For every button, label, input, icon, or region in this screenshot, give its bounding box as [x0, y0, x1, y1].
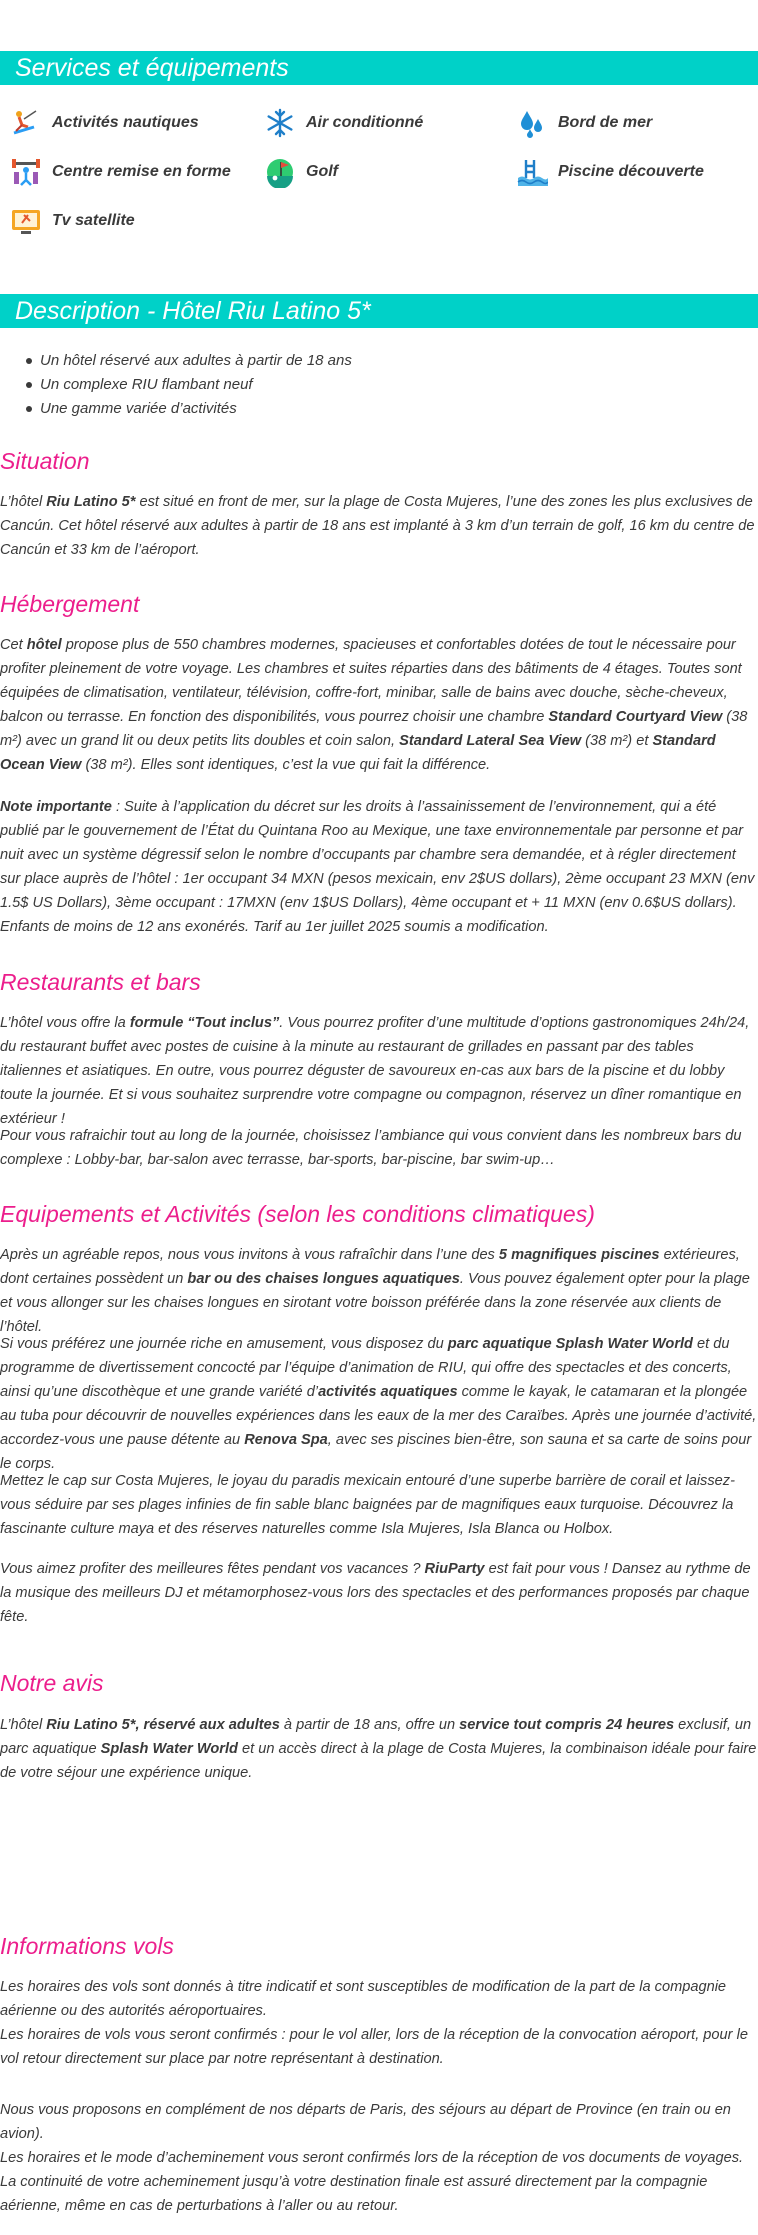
note-paragraph	[0, 795, 758, 939]
text: , avec ses piscines bien-être, son sauna et sa carte de soins pour le corps.	[0, 1432, 752, 1472]
equipements-paragraph-3: Mettez le cap sur Costa Mujeres, le joyau du paradis mexicain entouré d’une superbe barrière de corail et laissez-vous séduire par ses plages infinies de fin sable blanc baignées par de magnifiques eaux turquoise. Découvrez la fascinante culture maya et des réserves naturelles comme Isla Mujeres, Isla Blanca ou Holbox.	[0, 1473, 735, 1537]
service-item	[516, 155, 704, 189]
text: et du programme de divertissement concocté par l’équipe d’animation de RIU, qui offre des spectacles et des concerts, ainsi qu’une discothèque et une grande variété d’	[0, 1336, 732, 1400]
service-item	[10, 204, 135, 238]
text: (38 m²) avec un grand lit ou deux petits lits doubles et coin salon,	[0, 709, 748, 749]
text: extérieures, dont certaines possèdent un	[0, 1247, 740, 1287]
list-item: Un hôtel réservé aux adultes à partir de 18 ans	[26, 349, 726, 373]
text: Vous aimez profiter des meilleures fêtes pendant vos vacances ?	[0, 1561, 425, 1577]
avis-heading: Notre avis	[0, 1670, 104, 1696]
text-bold: activités aquatiques	[318, 1384, 458, 1400]
equipements-paragraph-2	[0, 1332, 758, 1476]
text: L’hôtel	[0, 1717, 47, 1733]
text-bold: bar ou des chaises longues aquatiques	[187, 1271, 460, 1287]
formula-label: formule “Tout inclus”	[129, 1015, 280, 1031]
room-type: Standard Courtyard View	[548, 709, 723, 725]
text: Nous vous proposons en complément de nos départs de Paris, des séjours au départ de Province (en train ou en avion).	[0, 2102, 731, 2142]
service-label: Bord de mer	[558, 114, 653, 131]
text: est fait pour vous ! Dansez au rythme de la musique des meilleurs DJ et métamorphosez-vous lors des spectacles et des performances proposés par chaque fête.	[0, 1561, 751, 1625]
service-label: Centre remise en forme	[52, 163, 231, 180]
water-ski-icon	[10, 107, 42, 139]
service-label: Golf	[306, 163, 338, 180]
text: . Vous pouvez également opter pour la plage et vous allonger sur les chaises longues en sirotant votre boisson préférée dans la zone réservée aux clients de l’hôtel.	[0, 1271, 750, 1335]
vols-heading: Informations vols	[0, 1933, 174, 1959]
bars-paragraph: Pour vous rafraichir tout au long de la journée, choisissez l’ambiance qui vous convient dans les nombreux bars du complexe : Lobby-bar, bar-salon avec terrasse, bar-sports, bar-piscine, bar swim-up…	[0, 1128, 742, 1168]
room-type: Standard Lateral Sea View	[399, 733, 582, 749]
text: (38 m²). Elles sont identiques, c’est la vue qui fait la différence.	[81, 757, 491, 773]
description-section-title: Description - Hôtel Riu Latino 5*	[0, 294, 758, 328]
text-bold: parc aquatique Splash Water World	[447, 1336, 693, 1352]
text: Si vous préférez une journée riche en amusement, vous disposez du	[0, 1336, 448, 1352]
equipements-paragraph-1	[0, 1243, 758, 1339]
restaurants-paragraph	[0, 1011, 758, 1131]
pool-icon	[516, 156, 548, 188]
avis-paragraph	[0, 1713, 758, 1785]
text: est situé en front de mer, sur la plage de Costa Mujeres, l’une des zones les plus exclusives de Cancún. Cet hôtel réservé aux adultes à partir de 18 ans est implanté à 3 km d’un terrain de golf, 16 km du centre de Cancún et 33 km de l’aéroport.	[0, 494, 755, 558]
note-label: Note importante	[0, 799, 112, 815]
service-item	[264, 106, 423, 140]
hotel-name: Riu Latino 5*	[46, 494, 136, 510]
text-bold: RiuParty	[424, 1561, 485, 1577]
text: . Vous pourrez profiter d’une multitude d’options gastronomiques 24h/24, du restaurant buffet avec postes de cuisine à la minute au restaurant de grillades en passant par des tables italiennes et asiatiques. En outre, vous pourrez déguster de savoureux en-cas aux bars de la piscine et du lobby toute la journée. Et si vous souhaitez surprendre votre compagne ou compagnon, réservez un dîner romantique en extérieur !	[0, 1015, 750, 1127]
service-item	[516, 106, 652, 140]
text-bold: Splash Water World	[100, 1741, 238, 1757]
text: à partir de 18 ans, offre un	[279, 1717, 460, 1733]
snowflake-icon	[264, 107, 296, 139]
text: exclusif, un parc aquatique	[0, 1717, 752, 1757]
situation-heading: Situation	[0, 448, 90, 474]
service-item	[264, 155, 338, 189]
text: Les horaires des vols sont donnés à titre indicatif et sont susceptibles de modification de la part de la compagnie aérienne ou des autorités aéroportuaires.	[0, 1979, 727, 2019]
hebergement-heading: Hébergement	[0, 591, 140, 617]
service-label: Piscine découverte	[558, 163, 704, 180]
list-item: Un complexe RIU flambant neuf	[26, 373, 726, 397]
vols-block-1	[0, 1975, 758, 2071]
room-type: Standard Ocean View	[0, 733, 716, 773]
text: L’hôtel	[0, 494, 47, 510]
text: Les horaires et le mode d’acheminement vous seront confirmés lors de la réception de vos documents de voyages.	[0, 2150, 744, 2166]
text: Les horaires de vols vous seront confirmés : pour le vol aller, lors de la réception de la convocation aéroport, pour le vol retour directement sur place par notre représentant à destination.	[0, 2027, 748, 2067]
situation-paragraph	[0, 490, 758, 562]
list-item: Une gamme variée d’activités	[26, 397, 726, 421]
text: comme le kayak, le catamaran et la plongée au tuba pour découvrir de nouvelles expériences dans les eaux de la mer des Caraïbes. Après une journée d’activité, accordez-vous une pause détente au	[0, 1384, 757, 1448]
service-label: Air conditionné	[306, 114, 424, 131]
service-item	[10, 106, 199, 140]
text: (38 m²) et	[581, 733, 653, 749]
service-label: Activités nautiques	[52, 114, 199, 131]
highlights-list	[26, 349, 726, 421]
service-label: Tv satellite	[52, 212, 135, 229]
text: L’hôtel vous offre la	[0, 1015, 130, 1031]
hebergement-paragraph	[0, 633, 758, 777]
text-bold: Riu Latino 5*, réservé aux adultes	[46, 1717, 280, 1733]
text-bold: 5 magnifiques piscines	[498, 1247, 660, 1263]
text: propose plus de 550 chambres modernes, spacieuses et confortables dotées de tout le nécessaire pour profiter pleinement de votre voyage. Les chambres et suites réparties dans des bâtiments de 4 étages. Toutes sont équipées de climatisation, ventilateur, télévision, coffre-fort, minibar, salle de bains avec douche, sèche-cheveux, balcon ou terrasse. En fonction des disponibilités, vous pourrez choisir une chambre	[0, 637, 742, 725]
text: Après un agréable repos, nous vous invitons à vous rafraîchir dans l’une des	[0, 1247, 499, 1263]
text: La continuité de votre acheminement jusqu’à votre destination finale est assuré directement par la compagnie aérienne, même en cas de perturbations à l’aller ou au retour.	[0, 2174, 708, 2214]
text: et un accès direct à la plage de Costa Mujeres, la combinaison idéale pour faire de votre séjour une expérience unique.	[0, 1741, 757, 1781]
text: Cet	[0, 637, 27, 653]
equipements-heading: Equipements et Activités (selon les conditions climatiques)	[0, 1201, 595, 1227]
text-bold: hôtel	[26, 637, 62, 653]
service-item	[10, 155, 231, 189]
equipements-paragraph-4	[0, 1557, 758, 1629]
text-bold: service tout compris 24 heures	[459, 1717, 675, 1733]
spa-name: Renova Spa	[244, 1432, 328, 1448]
vols-block-2	[0, 2098, 758, 2218]
golf-icon	[264, 156, 296, 188]
services-section-title: Services et équipements	[0, 51, 758, 85]
water-drops-icon	[516, 107, 548, 139]
fitness-icon	[10, 156, 42, 188]
text: : Suite à l’application du décret sur les droits à l’assainissement de l’environnement, qui a été publié par le gouvernement de l’État du Quintana Roo au Mexique, une taxe environnementale par personne et par nuit avec un système dégressif selon le nombre d’occupants par chambre sera demandée, et à régler directement sur place auprès de l’hôtel : 1er occupant 34 MXN (pesos mexicain, env 2$US dollars), 2ème occupant 23 MXN (env 1.5$ US Dollars), 3ème occupant : 17MXN (env 1$US Dollars), 4ème occupant et + 11 MXN (env 0.6$US dollars). Enfants de moins de 12 ans exonérés. Tarif au 1er juillet 2025 soumis a modification.	[0, 799, 755, 935]
restaurants-heading: Restaurants et bars	[0, 969, 201, 995]
tv-icon	[10, 205, 42, 237]
